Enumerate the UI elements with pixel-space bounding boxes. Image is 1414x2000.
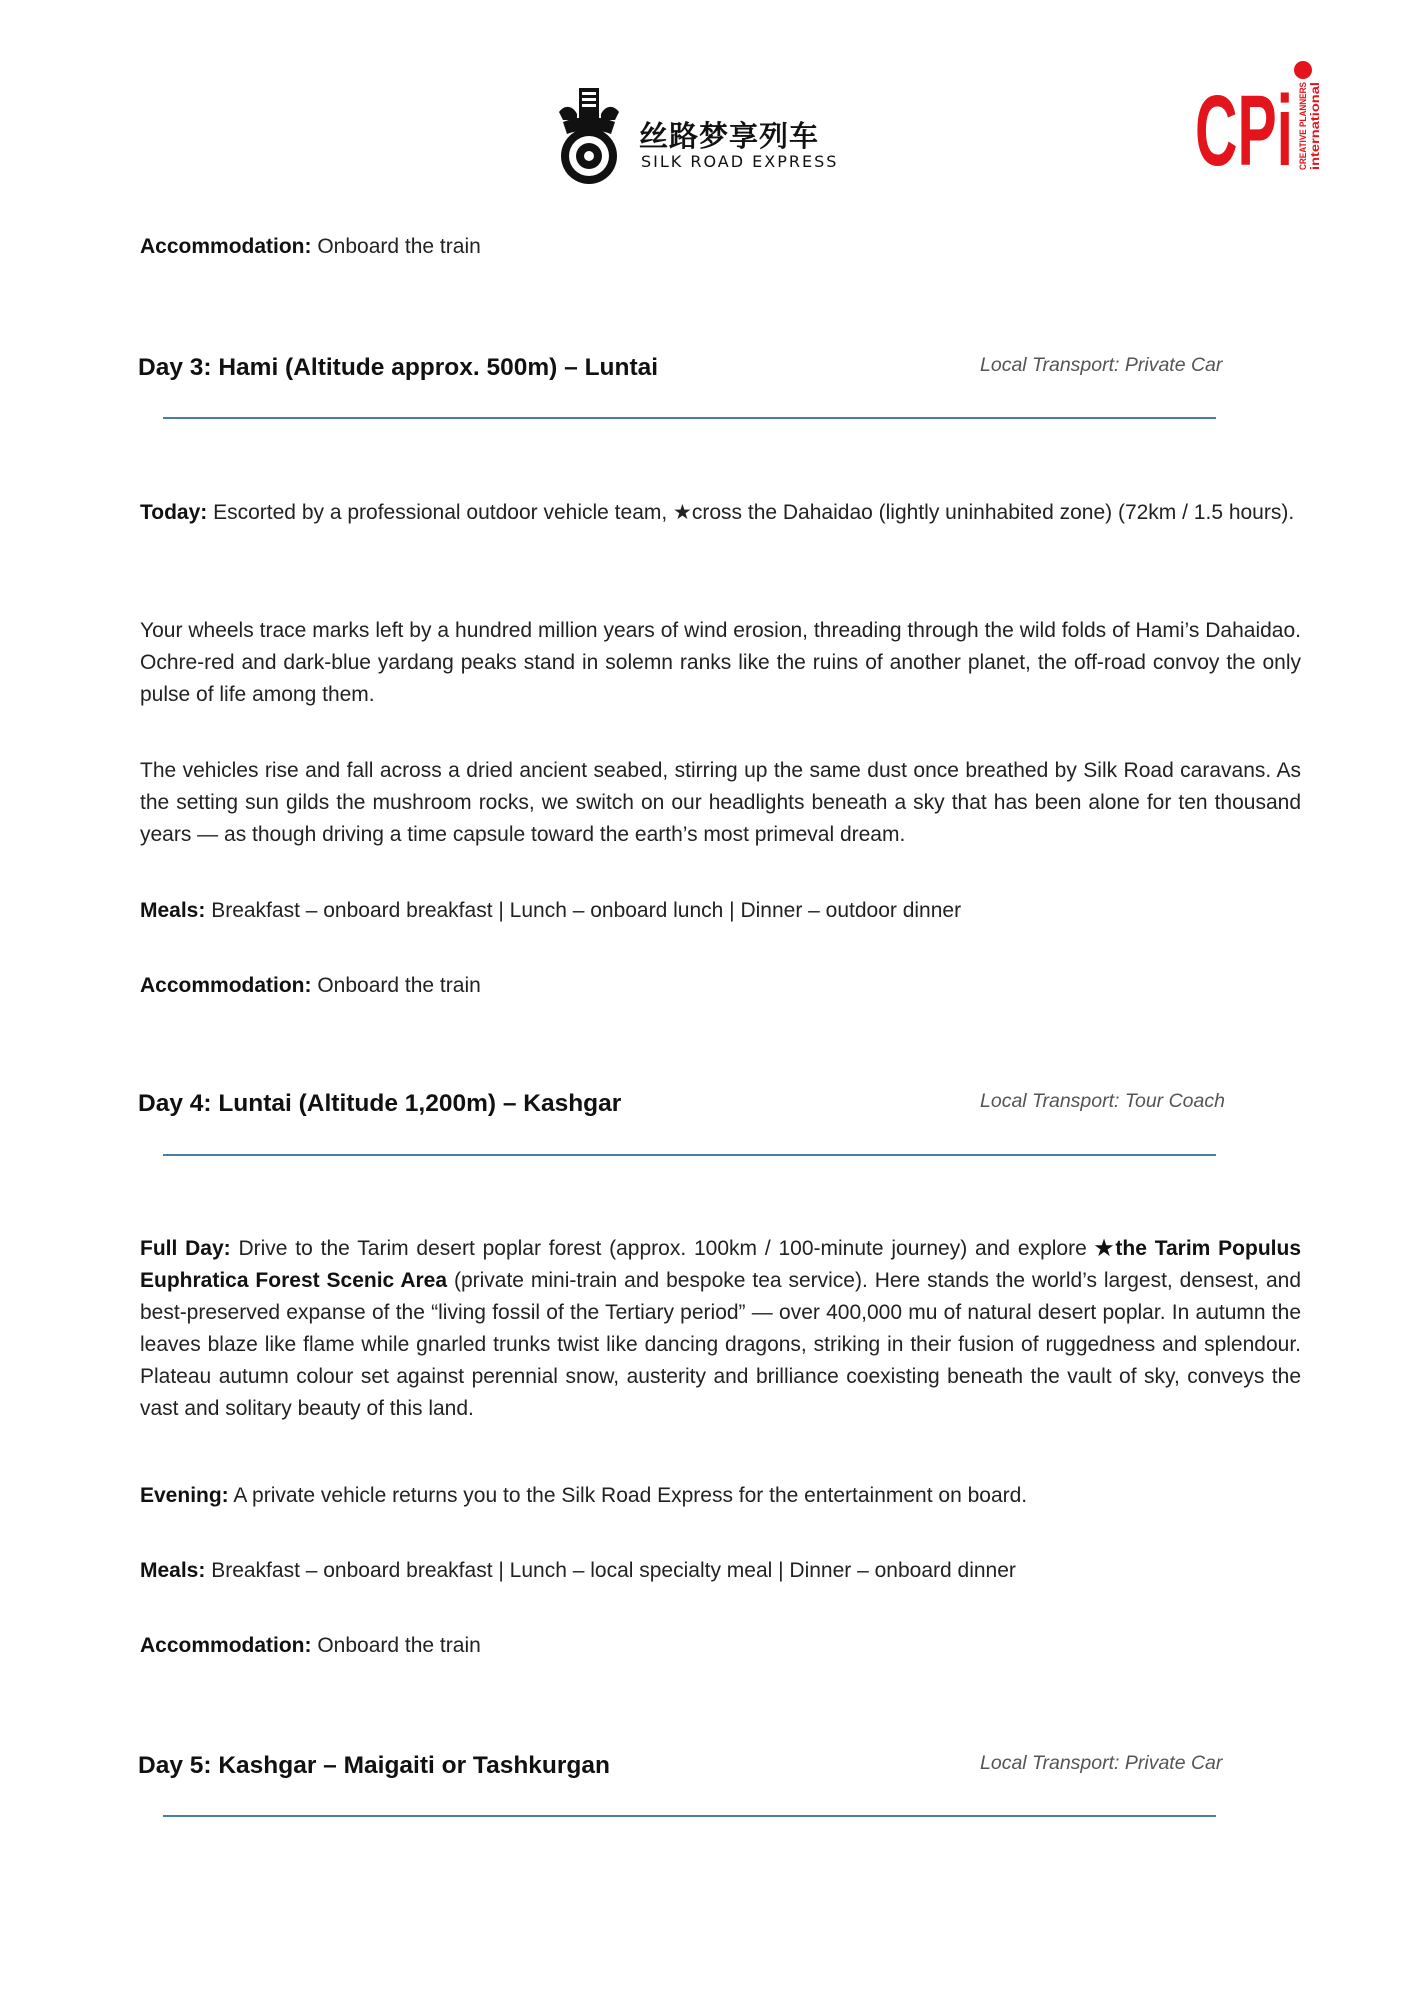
day4-transport: Local Transport: Tour Coach: [980, 1090, 1225, 1112]
day4-title: Day 4: Luntai (Altitude 1,200m) – Kashgar: [138, 1090, 622, 1117]
evening-label: Evening:: [140, 1484, 229, 1507]
day3-accommodation: [140, 970, 1301, 1002]
day4-full-day: [140, 1233, 1301, 1425]
day5-title: Day 5: Kashgar – Maigaiti or Tashkurgan: [138, 1752, 610, 1779]
day4-accommodation: [140, 1630, 1301, 1662]
cpi-logo-text: CPi: [1195, 75, 1293, 174]
day3-paragraph-1: Your wheels trace marks left by a hundred million years of wind erosion, threading through the wild folds of Hami’s Dahaidao. Ochre-red and dark-blue yardang peaks stand in solemn ranks like the ruins of another planet, the off-road convoy the only pulse of life among them.: [140, 619, 1301, 706]
logo-english-text: SILK ROAD EXPRESS: [641, 152, 839, 171]
meals-label: Meals:: [140, 1559, 206, 1582]
full-day-text-b: (private mini-train and bespoke tea service). Here stands the world’s largest, densest, and best-preserved expanse of the “living fossil of the Tertiary period” — over 400,000 mu of natural desert poplar. In autumn the leaves blaze like flame while gnarled trunks twist like dancing dragons, striking in their fusion of ruggedness and splendour. Plateau autumn colour set against perennial snow, austerity and brilliance coexisting beneath the vault of sky, conveys the vast and solitary beauty of this land.: [140, 1269, 1301, 1420]
today-label: Today:: [140, 501, 208, 524]
day4-meals: [140, 1555, 1301, 1587]
meals-text: Breakfast – onboard breakfast | Lunch – onboard lunch | Dinner – outdoor dinner: [205, 899, 962, 922]
day4-evening: [140, 1480, 1301, 1512]
meals-label: Meals:: [140, 899, 206, 922]
day3-meals: [140, 895, 1301, 927]
day3-transport: Local Transport: Private Car: [980, 354, 1223, 376]
day5-transport: Local Transport: Private Car: [980, 1752, 1223, 1774]
accommodation-label: Accommodation:: [140, 974, 312, 997]
evening-text: A private vehicle returns you to the Silk Road Express for the entertainment on board.: [228, 1484, 1028, 1507]
accommodation-label: Accommodation:: [140, 1634, 312, 1657]
logo-chinese-text: 丝路梦享列车: [639, 119, 820, 153]
full-day-label: Full Day:: [140, 1237, 231, 1260]
accommodation-text: Onboard the train: [311, 235, 481, 258]
day3-divider: [163, 417, 1216, 419]
intro-accommodation: [140, 231, 1301, 263]
day3-paragraph-2: The vehicles rise and fall across a dried ancient seabed, stirring up the same dust once breathed by Silk Road caravans. As the setting sun gilds the mushroom rocks, we switch on our headlights beneath a sky that has been alone for ten thousand years — as though driving a time capsule toward the earth’s most primeval dream.: [140, 759, 1301, 846]
today-text: Escorted by a professional outdoor vehicle team, ★cross the Dahaidao (lightly uninhabited zone) (72km / 1.5 hours).: [207, 501, 1295, 524]
day4-divider: [163, 1154, 1216, 1156]
train-emblem-icon: [553, 86, 625, 188]
accommodation-label: Accommodation:: [140, 235, 312, 258]
full-day-text-a: Drive to the Tarim desert poplar forest (approx. 100km / 100-minute journey) and explore: [230, 1237, 1095, 1260]
day3-today: [140, 497, 1301, 529]
cpi-tagline-1: CREATIVE PLANNERS: [1298, 73, 1308, 170]
full-day-highlight: ★the Tarim Populus Euphratica Forest Scenic Area: [140, 1237, 1301, 1292]
meals-text: Breakfast – onboard breakfast | Lunch – local specialty meal | Dinner – onboard dinner: [205, 1559, 1016, 1582]
day3-title: Day 3: Hami (Altitude approx. 500m) – Luntai: [138, 354, 659, 381]
accommodation-text: Onboard the train: [311, 974, 481, 997]
cpi-logo: [1195, 60, 1335, 174]
silk-road-express-logo: [553, 86, 853, 188]
day5-divider: [163, 1815, 1216, 1817]
accommodation-text: Onboard the train: [311, 1634, 481, 1657]
cpi-tagline-2: international: [1308, 97, 1322, 170]
